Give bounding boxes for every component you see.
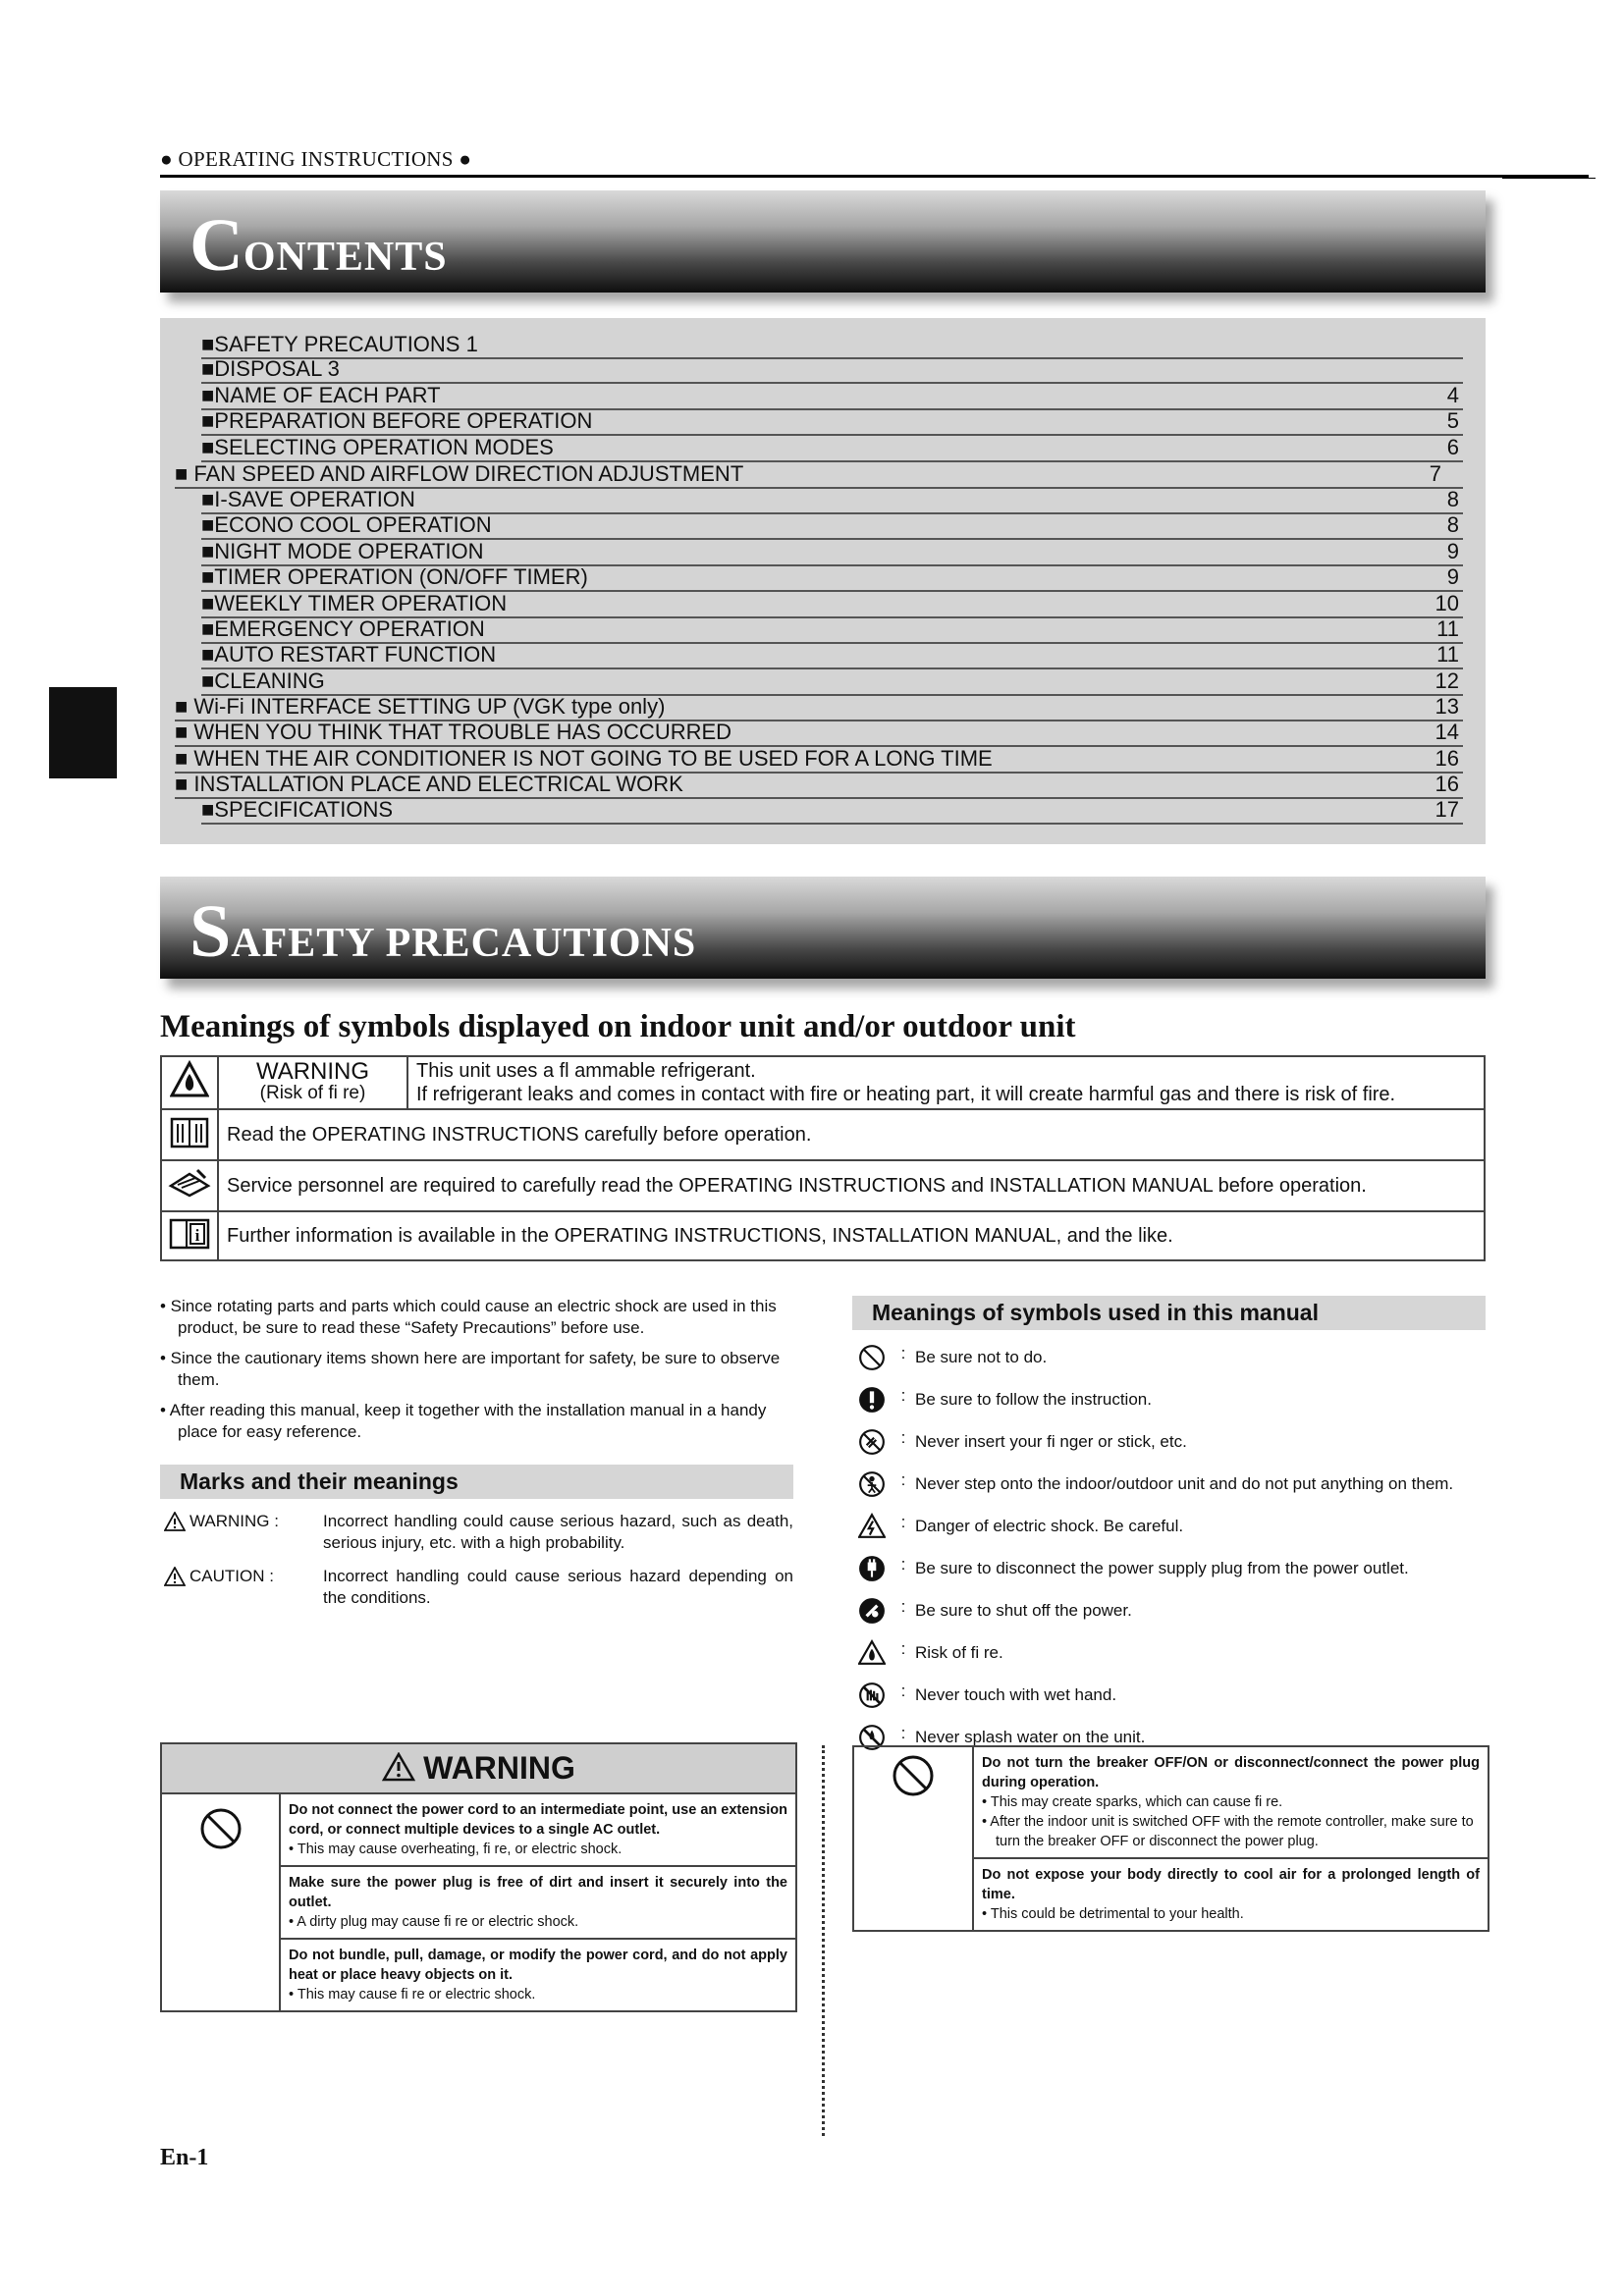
toc-entry	[201, 384, 1463, 410]
bullet-item: • Since rotating parts and parts which could cause an electric shock are used in this product, be sure to read these “Safety Precautions” before use.	[160, 1297, 777, 1337]
warning-box	[160, 1742, 797, 2012]
toc-entry	[175, 773, 1463, 799]
toc-entry	[175, 695, 1463, 721]
toc-entry	[201, 436, 1463, 462]
toc-label: ■ Wi-Fi INTERFACE SETTING UP (VGK type only)	[175, 694, 666, 719]
power-off-icon	[852, 1597, 892, 1625]
toc-label: ■I-SAVE OPERATION	[201, 487, 415, 511]
warning-label-cell: WARNING (Risk of fi re)	[218, 1056, 407, 1109]
toc-page-number: 16	[1435, 746, 1459, 771]
toc-entry	[175, 747, 1463, 774]
symbol-meaning-row: : Be sure to shut off the power.	[852, 1597, 1486, 1625]
toc-label: ■NIGHT MODE OPERATION	[201, 539, 484, 563]
warning-triangle-icon	[382, 1752, 415, 1782]
marks-heading: Marks and their meanings	[160, 1465, 793, 1499]
column-divider	[822, 1745, 825, 2136]
symbol-meaning-text: Never touch with wet hand.	[915, 1685, 1117, 1704]
header-rule-extension	[1502, 178, 1596, 179]
warning-mark-text: Incorrect handling could cause serious hazard, such as death, serious injury, etc. with a high probability.	[323, 1512, 793, 1552]
prohibition-icon	[162, 1794, 281, 2010]
section-tab-marker	[49, 687, 117, 778]
toc-label: ■TIMER OPERATION (ON/OFF TIMER)	[201, 564, 588, 589]
toc-label: ■SAFETY PRECAUTIONS 1	[201, 332, 478, 356]
marks-section	[160, 1465, 793, 1609]
caution-triangle-icon	[164, 1567, 186, 1586]
toc-label: ■SPECIFICATIONS	[201, 797, 394, 822]
warning-item: Do not bundle, pull, damage, or modify the power cord, and do not apply heat or place heavy objects on it. • This may cause fi re or electric shock.	[289, 1948, 787, 2002]
toc-label: ■NAME OF EACH PART	[201, 383, 441, 407]
toc-page-number: 7	[1429, 461, 1441, 486]
toc-page-number: 6	[1446, 435, 1459, 459]
safety-bullets	[160, 1296, 808, 1452]
toc-page-number: 8	[1446, 487, 1459, 511]
manual-symbols-heading: Meanings of symbols used in this manual	[852, 1296, 1486, 1330]
toc-page-number: 12	[1435, 668, 1459, 693]
toc-label: ■AUTO RESTART FUNCTION	[201, 642, 497, 667]
toc-label: ■ WHEN THE AIR CONDITIONER IS NOT GOING TO BE USED FOR A LONG TIME	[175, 746, 993, 771]
prohibition-icon	[852, 1344, 892, 1371]
read-instructions-text: Read the OPERATING INSTRUCTIONS carefully before operation.	[218, 1109, 1485, 1160]
warning-triangle-icon	[164, 1512, 186, 1531]
symbol-meaning-row: : Never step onto the indoor/outdoor unit and do not put anything on them.	[852, 1470, 1486, 1498]
no-step-icon	[852, 1470, 892, 1498]
symbol-meaning-text: Risk of fi re.	[915, 1643, 1003, 1662]
safety-banner	[160, 877, 1486, 979]
warning-box-title: WARNING	[162, 1744, 795, 1794]
caution-mark-row: CAUTION : Incorrect handling could cause serious hazard depending on the conditions.	[160, 1566, 793, 1609]
svg-text:i: i	[194, 1226, 200, 1245]
toc-entry	[201, 333, 1463, 359]
toc-entry	[175, 462, 1463, 489]
unplug-icon	[852, 1555, 892, 1582]
unit-symbols-table	[160, 1055, 1486, 1261]
toc-entry	[201, 513, 1463, 540]
toc-label: ■ECONO COOL OPERATION	[201, 512, 492, 537]
service-instructions-text: Service personnel are required to carefully read the OPERATING INSTRUCTIONS and INSTALLATION MANUAL before operation.	[218, 1160, 1485, 1211]
toc-entry	[201, 617, 1463, 644]
toc-entry	[201, 798, 1463, 825]
toc-entry	[201, 592, 1463, 618]
toc-page-number: 13	[1435, 694, 1459, 719]
no-wet-hand-icon	[852, 1682, 892, 1709]
symbol-meaning-row: : Never splash water on the unit.	[852, 1724, 1486, 1751]
warning-item: Do not expose your body directly to cool air for a prolonged length of time. • This could be detrimental to your health.	[982, 1867, 1480, 1922]
warning-item: Do not turn the breaker OFF/ON or disconnect/connect the power plug during operation. • This may create sparks, which can cause fi re. • After the indoor unit is switched OFF with the remote controller, make sure to turn the breaker OFF or disconnect the power plug.	[974, 1747, 1488, 1859]
symbol-meaning-row: : Risk of fi re.	[852, 1639, 1486, 1667]
warning-description: This unit uses a fl ammable refrigerant. If refrigerant leaks and comes in contact with fire or heating part, it will create harmful gas and there is risk of fire.	[407, 1056, 1485, 1109]
service-manual-icon	[161, 1160, 218, 1211]
symbol-meaning-text: Never splash water on the unit.	[915, 1728, 1146, 1746]
toc-page-number: 11	[1436, 642, 1459, 667]
toc-page-number: 4	[1446, 383, 1459, 407]
caution-mark-text: Incorrect handling could cause serious hazard depending on the conditions.	[323, 1567, 793, 1607]
toc-entry	[201, 409, 1463, 436]
toc-page-number: 17	[1435, 797, 1459, 822]
symbol-meaning-text: Never insert your fi nger or stick, etc.	[915, 1432, 1187, 1451]
warning-item: Do not connect the power cord to an intermediate point, use an extension cord, or connect multiple devices to a single AC outlet. • This may cause overheating, fi re, or electric shock.	[281, 1794, 795, 1867]
toc-label: ■EMERGENCY OPERATION	[201, 616, 485, 641]
mandatory-icon	[852, 1386, 892, 1414]
fire-risk-icon	[852, 1639, 892, 1667]
toc-entry	[201, 565, 1463, 592]
toc-page-number: 8	[1446, 512, 1459, 537]
symbol-meaning-row: : Never touch with wet hand.	[852, 1682, 1486, 1709]
book-icon	[161, 1109, 218, 1160]
toc-page-number: 5	[1446, 408, 1459, 433]
toc-label: ■CLEANING	[201, 668, 325, 693]
toc-label: ■ INSTALLATION PLACE AND ELECTRICAL WORK	[175, 772, 683, 796]
toc-page-number: 14	[1435, 720, 1459, 744]
contents-title: CONTENTS	[189, 204, 448, 287]
manual-symbols-section	[852, 1296, 1486, 1751]
header-rule	[160, 175, 1589, 178]
no-finger-insert-icon	[852, 1428, 892, 1456]
electric-shock-icon	[852, 1513, 892, 1540]
symbol-meaning-row: : Be sure to follow the instruction.	[852, 1386, 1486, 1414]
toc-page-number: 9	[1446, 564, 1459, 589]
safety-title: SAFETY PRECAUTIONS	[189, 890, 697, 973]
toc-label: ■SELECTING OPERATION MODES	[201, 435, 554, 459]
symbol-meaning-text: Be sure to shut off the power.	[915, 1601, 1132, 1620]
toc-entry	[201, 357, 1463, 384]
symbol-meaning-text: Be sure to disconnect the power supply plug from the power outlet.	[915, 1559, 1409, 1577]
bullet-item: • After reading this manual, keep it together with the installation manual in a handy place for easy reference.	[160, 1401, 767, 1441]
toc-entry	[201, 643, 1463, 669]
toc-page-number: 11	[1436, 616, 1459, 641]
toc-page-number: 10	[1435, 591, 1459, 615]
toc-entry	[201, 540, 1463, 566]
symbol-meaning-text: Never step onto the indoor/outdoor unit and do not put anything on them.	[915, 1474, 1454, 1493]
contents-banner	[160, 190, 1486, 293]
right-warning-box	[852, 1745, 1489, 1932]
page-number: En-1	[160, 2145, 209, 2170]
symbol-meaning-row: : Danger of electric shock. Be careful.	[852, 1513, 1486, 1540]
symbols-heading: Meanings of symbols displayed on indoor unit and/or outdoor unit	[160, 1009, 1076, 1044]
toc-label: ■ FAN SPEED AND AIRFLOW DIRECTION ADJUSTMENT	[175, 461, 744, 486]
toc-entry	[201, 669, 1463, 696]
toc-label: ■ WHEN YOU THINK THAT TROUBLE HAS OCCURRED	[175, 720, 732, 744]
running-head: ● OPERATING INSTRUCTIONS ●	[160, 147, 472, 171]
toc-page-number: 16	[1435, 772, 1459, 796]
bullet-item: • Since the cautionary items shown here are important for safety, be sure to observe them.	[160, 1349, 781, 1389]
toc-entry	[175, 721, 1463, 747]
toc-label: ■DISPOSAL 3	[201, 356, 340, 381]
prohibition-icon	[854, 1747, 974, 1930]
warning-item: Make sure the power plug is free of dirt and insert it securely into the outlet. • A dirty plug may cause fi re or electric shock.	[281, 1867, 795, 1940]
fire-warning-icon	[161, 1056, 218, 1109]
toc-label: ■WEEKLY TIMER OPERATION	[201, 591, 508, 615]
toc-entry	[201, 488, 1463, 514]
table-of-contents	[160, 318, 1486, 844]
symbol-meaning-row: : Be sure to disconnect the power supply plug from the power outlet.	[852, 1555, 1486, 1582]
warning-mark-row: WARNING : Incorrect handling could cause serious hazard, such as death, serious injury, etc. with a high probability.	[160, 1511, 793, 1554]
symbol-meaning-row: : Be sure not to do.	[852, 1344, 1486, 1371]
toc-label: ■PREPARATION BEFORE OPERATION	[201, 408, 593, 433]
toc-page-number: 9	[1446, 539, 1459, 563]
symbol-meaning-text: Be sure to follow the instruction.	[915, 1390, 1152, 1409]
info-book-icon	[161, 1211, 218, 1260]
further-info-text: Further information is available in the OPERATING INSTRUCTIONS, INSTALLATION MANUAL, and the like.	[218, 1211, 1485, 1260]
symbol-meaning-row: : Never insert your fi nger or stick, etc.	[852, 1428, 1486, 1456]
symbol-meaning-text: Be sure not to do.	[915, 1348, 1048, 1366]
symbol-meaning-text: Danger of electric shock. Be careful.	[915, 1517, 1184, 1535]
